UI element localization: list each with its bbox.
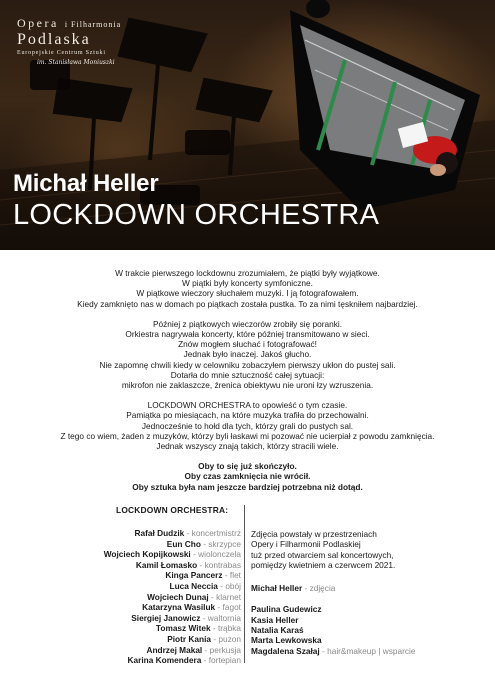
cast-member bbox=[104, 613, 241, 624]
intro-paragraph-3 bbox=[0, 400, 495, 451]
text-line: Orkiestra nagrywała koncerty, które później transmitowano w sieci. bbox=[125, 329, 370, 340]
cast-member-role: puzon bbox=[218, 633, 241, 644]
cast-separator: - bbox=[208, 591, 217, 602]
cast-member-role: obój bbox=[225, 580, 241, 591]
cast-separator: - bbox=[197, 559, 205, 570]
text-line: Zdjęcia powstały w przestrzeniach bbox=[251, 529, 377, 539]
cast-member bbox=[104, 539, 241, 550]
cast-separator: - bbox=[210, 623, 218, 634]
cast-member bbox=[104, 645, 241, 656]
text-line: W piątkowe wieczory słuchałem muzyki. I ją fotografowałem. bbox=[136, 288, 359, 299]
cast-member-name: Siergiej Janowicz bbox=[131, 612, 201, 623]
text-line: Pamiątka po miesiącach, na które muzyka trafiła do przechowalni. bbox=[126, 410, 369, 421]
intro-paragraph-2 bbox=[0, 319, 495, 390]
team-member: Marta Lewkowska bbox=[251, 635, 322, 646]
hero-photo bbox=[0, 0, 495, 250]
cast-member bbox=[104, 592, 241, 603]
text-line: Później z piątkowych wieczorów zrobiły się poranki. bbox=[152, 318, 343, 329]
cast-member-name: Piotr Kania bbox=[167, 633, 212, 644]
credit-name: Michał Heller bbox=[251, 583, 303, 594]
photo-credit bbox=[251, 583, 415, 593]
team-member: Paulina Gudewicz bbox=[251, 604, 322, 615]
text-line: Nie zapomnę chwili kiedy w celowniku zobaczyłem pierwszy ukłon do pustej sali. bbox=[99, 359, 396, 370]
text-line: W trakcie pierwszego lockdownu zrozumiałem, że piątki były wyjątkowe. bbox=[115, 268, 380, 278]
team-member: Natalia Karaś bbox=[251, 625, 304, 636]
text-line: Opery i Filharmonii Podlaskiej bbox=[251, 539, 361, 550]
text-line: W piątki były koncerty symfoniczne. bbox=[182, 278, 313, 289]
text-line: Jednak wszyscy znają takich, którzy stracili wiele. bbox=[156, 441, 339, 452]
cast-separator: - bbox=[202, 644, 210, 655]
cast-member bbox=[104, 528, 241, 539]
team-role-prefix: - bbox=[319, 645, 328, 656]
logo-signature: im. Stanisława Moniuszki bbox=[37, 59, 115, 66]
cast-member-role: flet bbox=[229, 570, 241, 581]
cast-member-name: Kamil Łomasko bbox=[135, 559, 198, 570]
cast-member-role: skrzypce bbox=[208, 538, 241, 549]
cast-member-role: kontrabas bbox=[204, 559, 241, 570]
cast-member-name: Katarzyna Wasiluk bbox=[142, 602, 216, 613]
cast-member-name: Eun Cho bbox=[166, 538, 201, 549]
cast-member-role: trąbka bbox=[217, 623, 241, 634]
cast-member bbox=[104, 581, 241, 592]
text-line: LOCKDOWN ORCHESTRA to opowieść o tym czasie. bbox=[147, 400, 348, 411]
cast-member bbox=[104, 655, 241, 666]
cast-member-role: koncertmistrz bbox=[191, 528, 241, 538]
cast-member-role: fortepian bbox=[208, 655, 241, 666]
closing-line: Oby czas zamknięcia nie wrócił. bbox=[184, 471, 311, 482]
credit-role: zdjęcia bbox=[309, 583, 336, 594]
closing-statement bbox=[0, 461, 495, 492]
cast-member-name: Wojciech Kopijkowski bbox=[103, 549, 191, 560]
cast-member-name: Wojciech Dunaj bbox=[147, 591, 209, 602]
logo bbox=[17, 14, 121, 66]
photo-note bbox=[251, 529, 415, 570]
team-member-last bbox=[251, 646, 415, 656]
logo-line2: Podlaska bbox=[17, 31, 91, 48]
cast-separator: - bbox=[200, 612, 208, 623]
cast-separator: - bbox=[211, 633, 219, 644]
cast-member-role: waltornia bbox=[207, 612, 241, 623]
cast-heading: LOCKDOWN ORCHESTRA: bbox=[116, 505, 229, 515]
cast-list bbox=[104, 528, 241, 666]
text-line: Z tego co wiem, żaden z muzyków, którzy byli łaskawi mi pozować nie ucierpiał z powodu zamknięcia. bbox=[60, 430, 435, 441]
cast-member-name: Kinga Pancerz bbox=[165, 570, 223, 581]
cast-member-role: wiolonczela bbox=[198, 549, 241, 560]
cast-member bbox=[104, 623, 241, 634]
work-title: LOCKDOWN ORCHESTRA bbox=[13, 199, 380, 231]
team-role: hair&makeup | wsparcie bbox=[327, 645, 416, 656]
cast-member-name: Tomasz Witek bbox=[155, 623, 211, 634]
text-line: Znów mogłem słuchać i fotografować! bbox=[178, 339, 317, 350]
credit-role-prefix: - bbox=[304, 583, 310, 594]
cast-member-role: klarnet bbox=[216, 591, 241, 602]
logo-line1: Opera bbox=[17, 16, 59, 30]
intro-text bbox=[0, 268, 495, 502]
cast-member bbox=[104, 570, 241, 581]
logo-line3: Europejskie Centrum Sztuki bbox=[17, 50, 106, 56]
cast-member bbox=[104, 549, 241, 560]
text-line: pomiędzy kwietniem a czerwcem 2021. bbox=[251, 559, 396, 570]
cast-member bbox=[104, 560, 241, 571]
logo-line1b: i Filharmonia bbox=[64, 20, 122, 29]
hero-title bbox=[13, 170, 379, 232]
cast-separator: - bbox=[201, 655, 209, 666]
text-line: Dotarła do mnie sztuczność całej sytuacji: bbox=[170, 369, 325, 380]
cast-member-name: Andrzej Makal bbox=[146, 644, 203, 655]
closing-line: Oby to się już skończyło. bbox=[198, 461, 297, 472]
text-line: mikrofon nie zaklaszcze, źrenica obiektywu nie uroni łzy wzruszenia. bbox=[121, 380, 374, 391]
text-line: tuż przed otwarciem sal koncertowych, bbox=[251, 549, 394, 560]
text-line: Jednocześnie to hołd dla tych, którzy grali do pustych sal. bbox=[141, 420, 354, 431]
intro-paragraph-1 bbox=[0, 268, 495, 309]
closing-line: Oby sztuka była nam jeszcze bardziej potrzebna niż dotąd. bbox=[132, 481, 363, 492]
cast-separator: - bbox=[184, 528, 192, 538]
cast-member bbox=[104, 602, 241, 613]
cast-separator: - bbox=[217, 580, 226, 591]
cast-separator: - bbox=[190, 549, 199, 560]
cast-member-role: fagot bbox=[222, 602, 241, 613]
cast-member-name: Luca Neccia bbox=[169, 580, 218, 591]
column-divider bbox=[244, 505, 245, 663]
support-team bbox=[251, 604, 415, 655]
cast-member-name: Karina Komendera bbox=[127, 655, 202, 666]
team-member: Kasia Heller bbox=[251, 614, 299, 625]
composer-name: Michał Heller bbox=[13, 170, 159, 197]
cast-separator: - bbox=[222, 570, 230, 581]
cast-member bbox=[104, 634, 241, 645]
cast-separator: - bbox=[200, 538, 209, 549]
cast-member-name: Rafał Dudzik bbox=[134, 528, 185, 538]
team-member: Magdalena Szałaj bbox=[251, 645, 320, 656]
cast-member-role: perkusja bbox=[209, 644, 241, 655]
text-line: Jednak było inaczej. Jakoś głucho. bbox=[183, 349, 312, 360]
credits-notes bbox=[251, 529, 415, 656]
cast-separator: - bbox=[215, 602, 223, 613]
text-line: Kiedy zamknięto nas w domach po piątkach została pustka. To za nimi tęskniłem najbardziej. bbox=[77, 298, 418, 309]
